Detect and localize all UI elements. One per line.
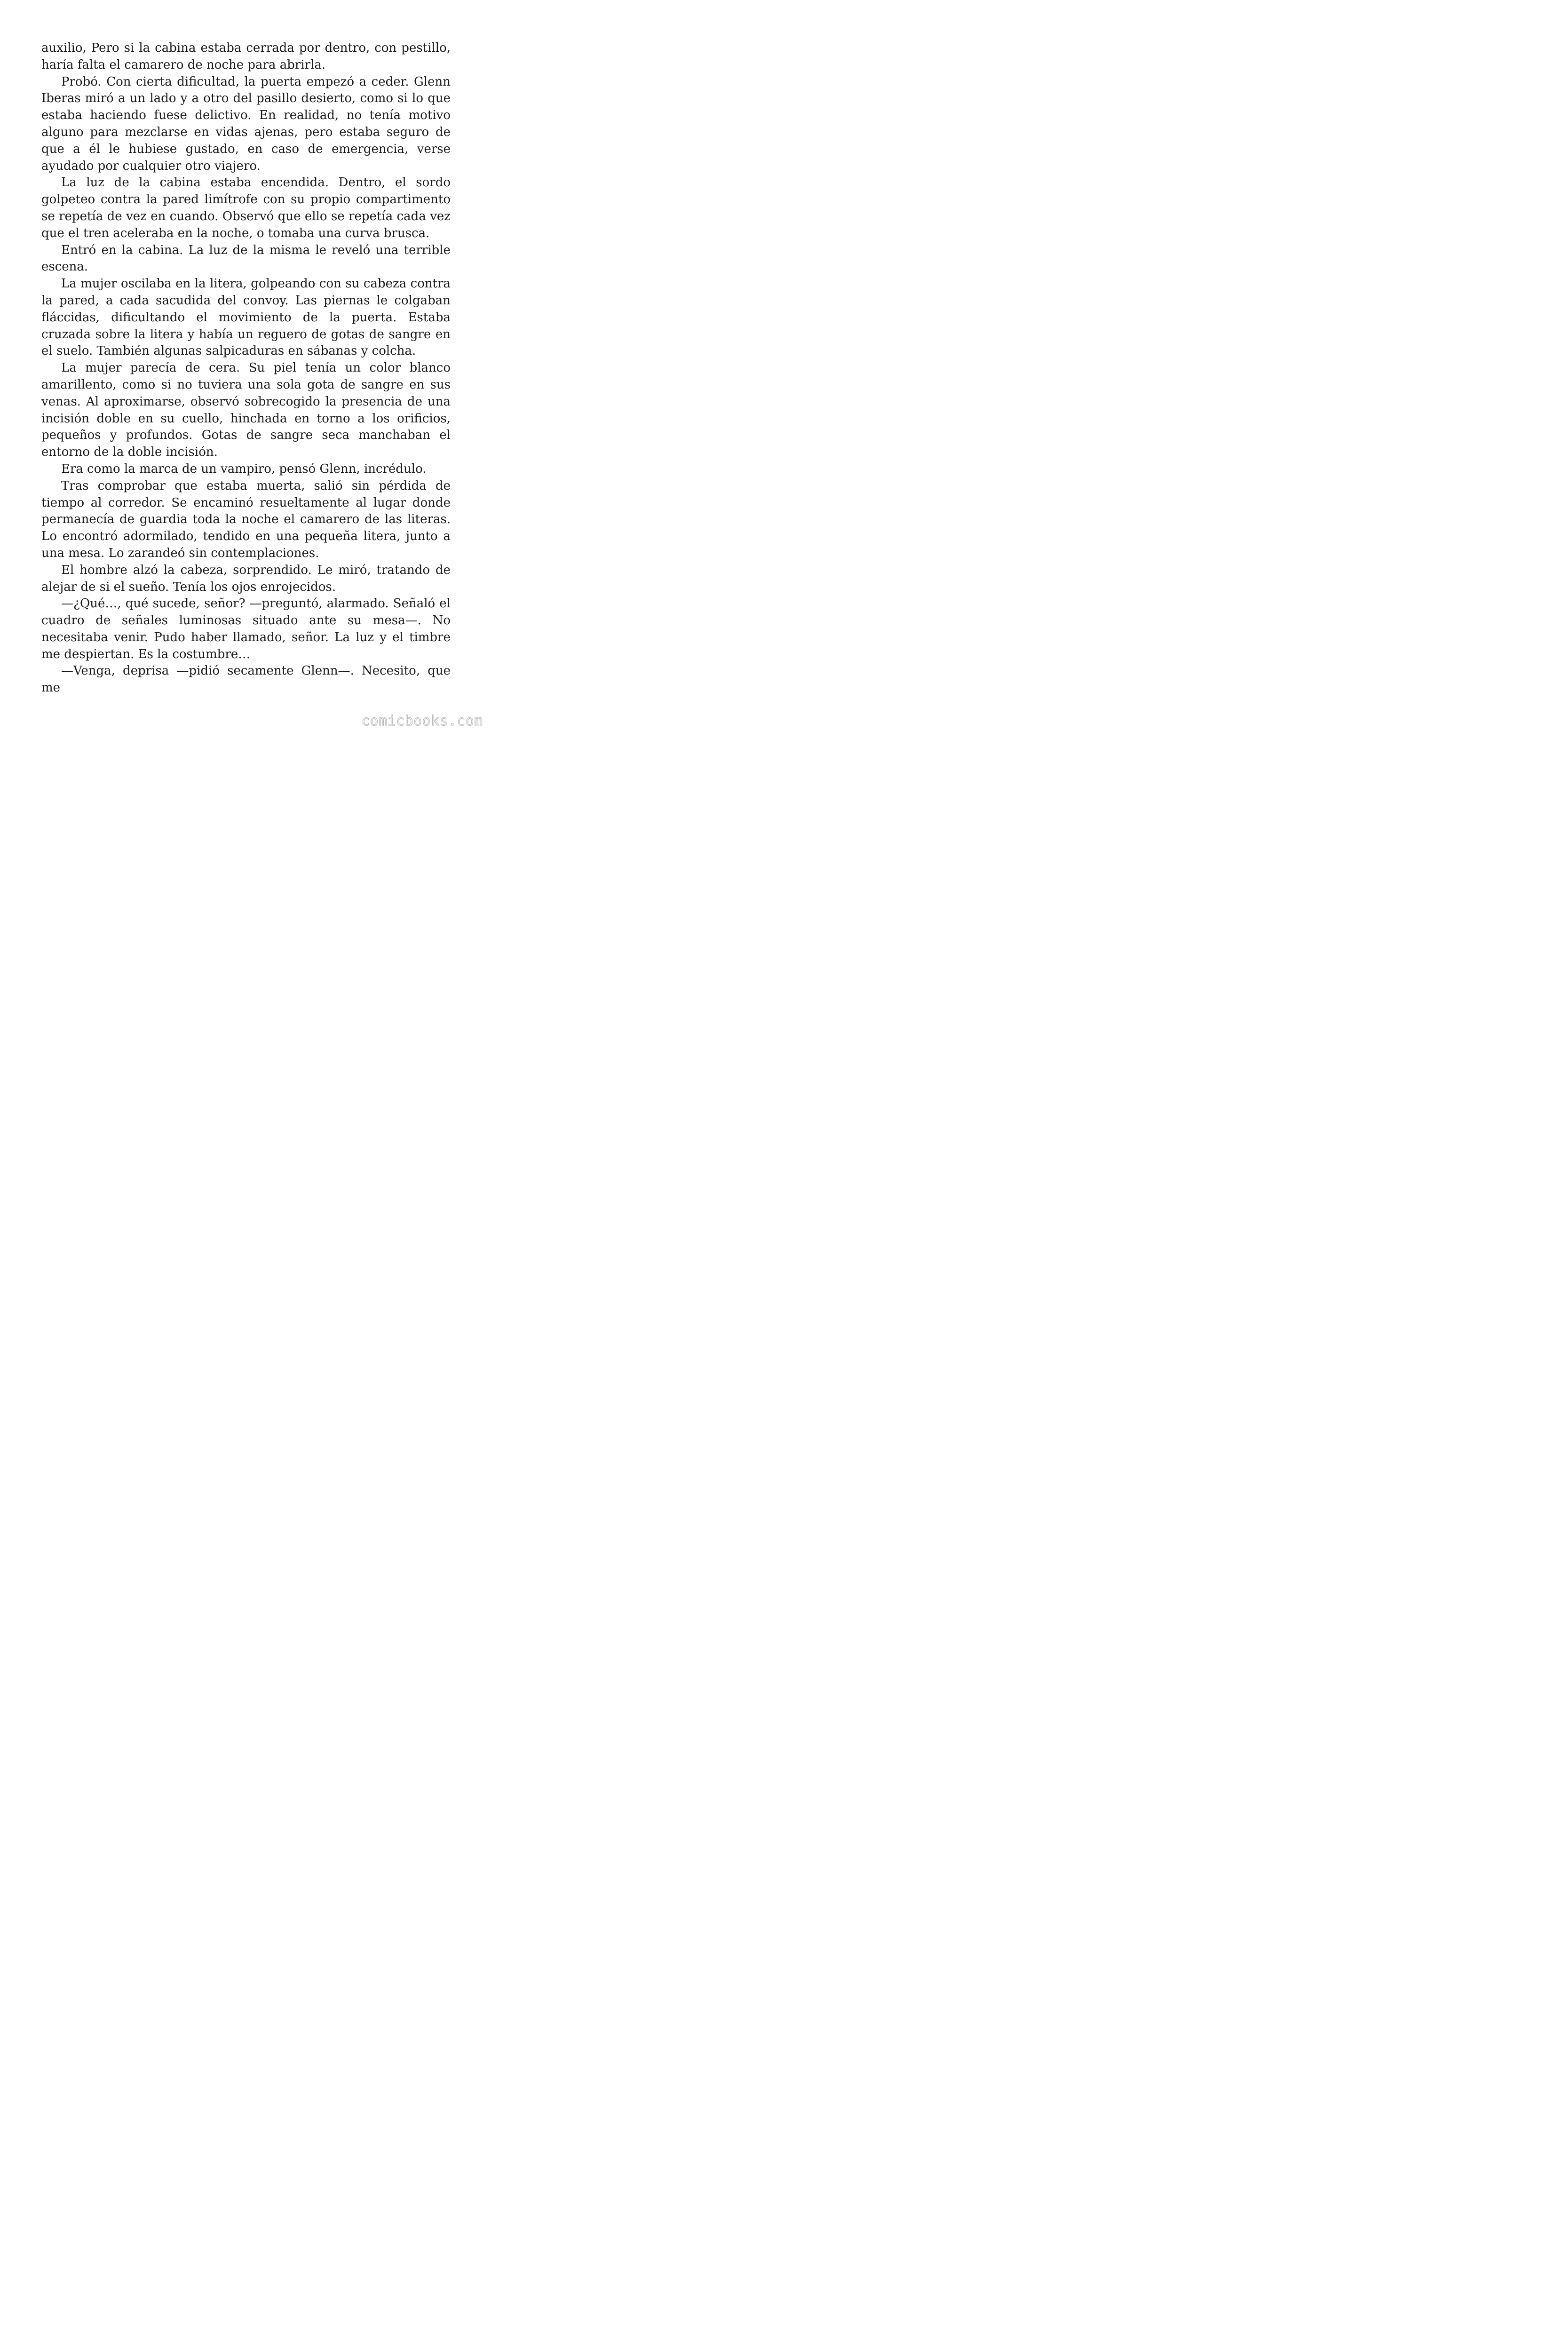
paragraph: auxilio, Pero si la cabina estaba cerrada por dentro, con pestillo, haría falta el camarero de noche para abrirla. <box>41 41 451 72</box>
paragraph: —¿Qué…, qué sucede, señor? —preguntó, alarmado. Señaló el cuadro de señales luminosas situado ante su mesa—. No necesitaba venir. Pudo haber llamado, señor. La luz y el timbre me despiertan. Es la costumbre… <box>41 596 451 661</box>
paragraph: El hombre alzó la cabeza, sorprendido. Le miró, tratando de alejar de si el sueño. Tenía los ojos enrojecidos. <box>41 563 451 594</box>
paragraph: Tras comprobar que estaba muerta, salió sin pérdida de tiempo al corredor. Se encaminó resueltamente al lugar donde permanecía de guardia toda la noche el camarero de las literas. Lo encontró adormilado, tendido en una pequeña litera, junto a una mesa. Lo zarandeó sin contemplaciones. <box>41 478 451 560</box>
paragraph: La mujer oscilaba en la litera, golpeando con su cabeza contra la pared, a cada sacudida del convoy. Las piernas le colgaban fláccidas, dificultando el movimiento de la puerta. Estaba cruzada sobre la litera y había un reguero de gotas de sangre en el suelo. También algunas salpicaduras en sábanas y colcha. <box>41 277 451 358</box>
paragraph: —Venga, deprisa —pidió secamente Glenn—. Necesito, que me <box>41 664 451 695</box>
watermark: comicbooks.com <box>361 713 483 729</box>
paragraph: Era como la marca de un vampiro, pensó Glenn, incrédulo. <box>61 461 427 476</box>
page-body <box>41 40 451 697</box>
paragraph: La luz de la cabina estaba encendida. Dentro, el sordo golpeteo contra la pared limítrofe con su propio compartimento se repetía de vez en cuando. Observó que ello se repetía cada vez que el tren aceleraba en la noche, o tomaba una curva brusca. <box>41 175 451 240</box>
paragraph: Entró en la cabina. La luz de la misma le reveló una terrible escena. <box>41 243 451 274</box>
paragraph: Probó. Con cierta dificultad, la puerta empezó a ceder. Glenn Iberas miró a un lado y a otro del pasillo desierto, como si lo que estaba haciendo fuese delictivo. En realidad, no tenía motivo alguno para mezclarse en vidas ajenas, pero estaba seguro de que a él le hubiese gustado, en caso de emergencia, verse ayudado por cualquier otro viajero. <box>41 74 451 173</box>
paragraph: La mujer parecía de cera. Su piel tenía un color blanco amarillento, como si no tuviera una sola gota de sangre en sus venas. Al aproximarse, observó sobrecogido la presencia de una incisión doble en su cuello, hinchada en torno a los orificios, pequeños y profundos. Gotas de sangre seca manchaban el entorno de la doble incisión. <box>41 361 451 460</box>
